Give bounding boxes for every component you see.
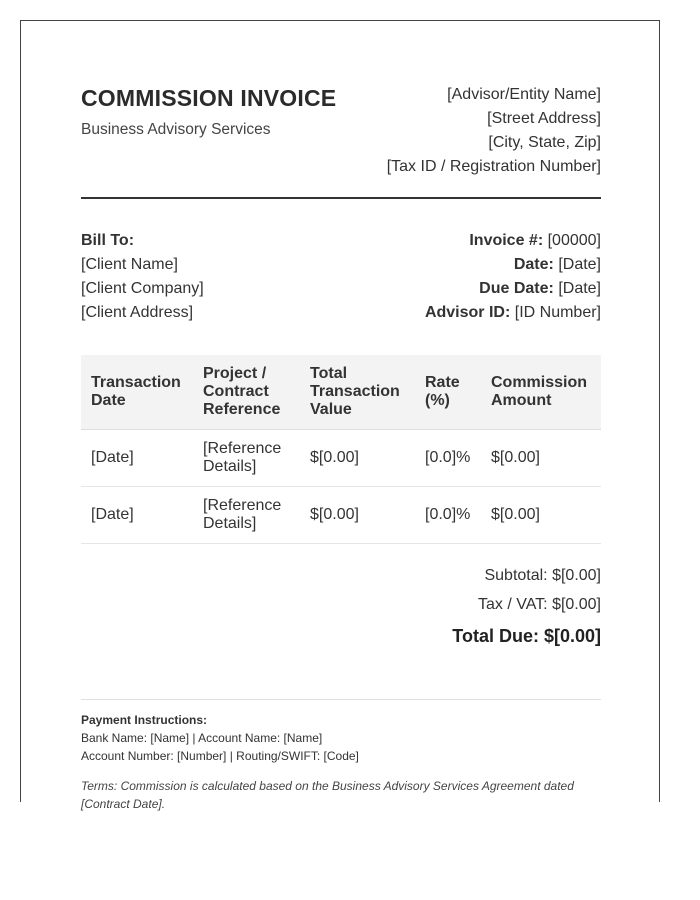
client-company: [Client Company] — [81, 280, 204, 297]
advisor-id-value: [ID Number] — [514, 304, 601, 321]
invoice-subtitle: Business Advisory Services — [81, 121, 271, 138]
invoice-date-value: [Date] — [558, 256, 601, 273]
cell-transaction-date: [Date] — [81, 429, 193, 486]
column-header-transaction-date: Transaction Date — [81, 355, 193, 429]
advisor-id-label: Advisor ID: — [424, 304, 511, 321]
column-header-commission: Commission Amount — [481, 355, 601, 429]
payment-account-line: Account Number: [Number] | Routing/SWIFT: [Code] — [81, 749, 359, 763]
cell-reference: [Reference Details] — [193, 486, 300, 543]
payment-bank-line: Bank Name: [Name] | Account Name: [Name] — [81, 731, 323, 745]
advisor-id-row — [425, 301, 601, 325]
tax-vat: Tax / VAT: $[0.00] — [477, 596, 601, 613]
cell-reference: [Reference Details] — [193, 429, 300, 486]
table-row — [81, 429, 601, 486]
commission-table — [81, 355, 601, 544]
bill-to-block — [81, 229, 204, 325]
invoice-number-label: Invoice #: — [469, 232, 544, 249]
header-divider — [81, 197, 601, 199]
terms-text: Terms: Commission is calculated based on the Business Advisory Services Agreement dated [Contract Date]. — [81, 779, 574, 811]
invoice-number-row — [425, 229, 601, 253]
due-date-row — [425, 277, 601, 301]
cell-transaction-value: $[0.00] — [300, 429, 415, 486]
column-header-transaction-value: Total Transaction Value — [300, 355, 415, 429]
payment-instructions-heading: Payment Instructions: — [81, 713, 208, 727]
invoice-date-label: Date: — [513, 256, 554, 273]
column-header-reference: Project / Contract Reference — [193, 355, 300, 429]
advisor-street: [Street Address] — [487, 110, 601, 127]
invoice-number-value: [00000] — [547, 232, 601, 249]
payment-instructions — [81, 711, 359, 765]
column-header-rate: Rate (%) — [415, 355, 481, 429]
cell-transaction-value: $[0.00] — [300, 486, 415, 543]
cell-commission: $[0.00] — [481, 429, 601, 486]
advisor-address-block — [387, 83, 601, 179]
invoice-header — [81, 83, 601, 183]
total-due: Total Due: $[0.00] — [452, 626, 601, 646]
cell-rate: [0.0]% — [415, 486, 481, 543]
advisor-tax-id: [Tax ID / Registration Number] — [386, 158, 601, 175]
client-address: [Client Address] — [81, 304, 194, 321]
invoice-title: COMMISSION INVOICE — [81, 85, 337, 111]
table-row — [81, 486, 601, 543]
due-date-value: [Date] — [558, 280, 601, 297]
subtotal: Subtotal: $[0.00] — [484, 567, 601, 584]
cell-commission: $[0.00] — [481, 486, 601, 543]
table-header-row — [81, 355, 601, 429]
bill-to-label: Bill To: — [81, 232, 135, 249]
cell-rate: [0.0]% — [415, 429, 481, 486]
invoice-date-row — [425, 253, 601, 277]
invoice-meta-block — [425, 229, 601, 325]
totals-block — [452, 565, 601, 649]
due-date-label: Due Date: — [479, 280, 554, 297]
cell-transaction-date: [Date] — [81, 486, 193, 543]
advisor-city: [City, State, Zip] — [488, 134, 601, 151]
advisor-name: [Advisor/Entity Name] — [447, 86, 601, 103]
client-name: [Client Name] — [81, 256, 178, 273]
footer-divider — [81, 699, 601, 700]
invoice-page — [20, 20, 660, 811]
